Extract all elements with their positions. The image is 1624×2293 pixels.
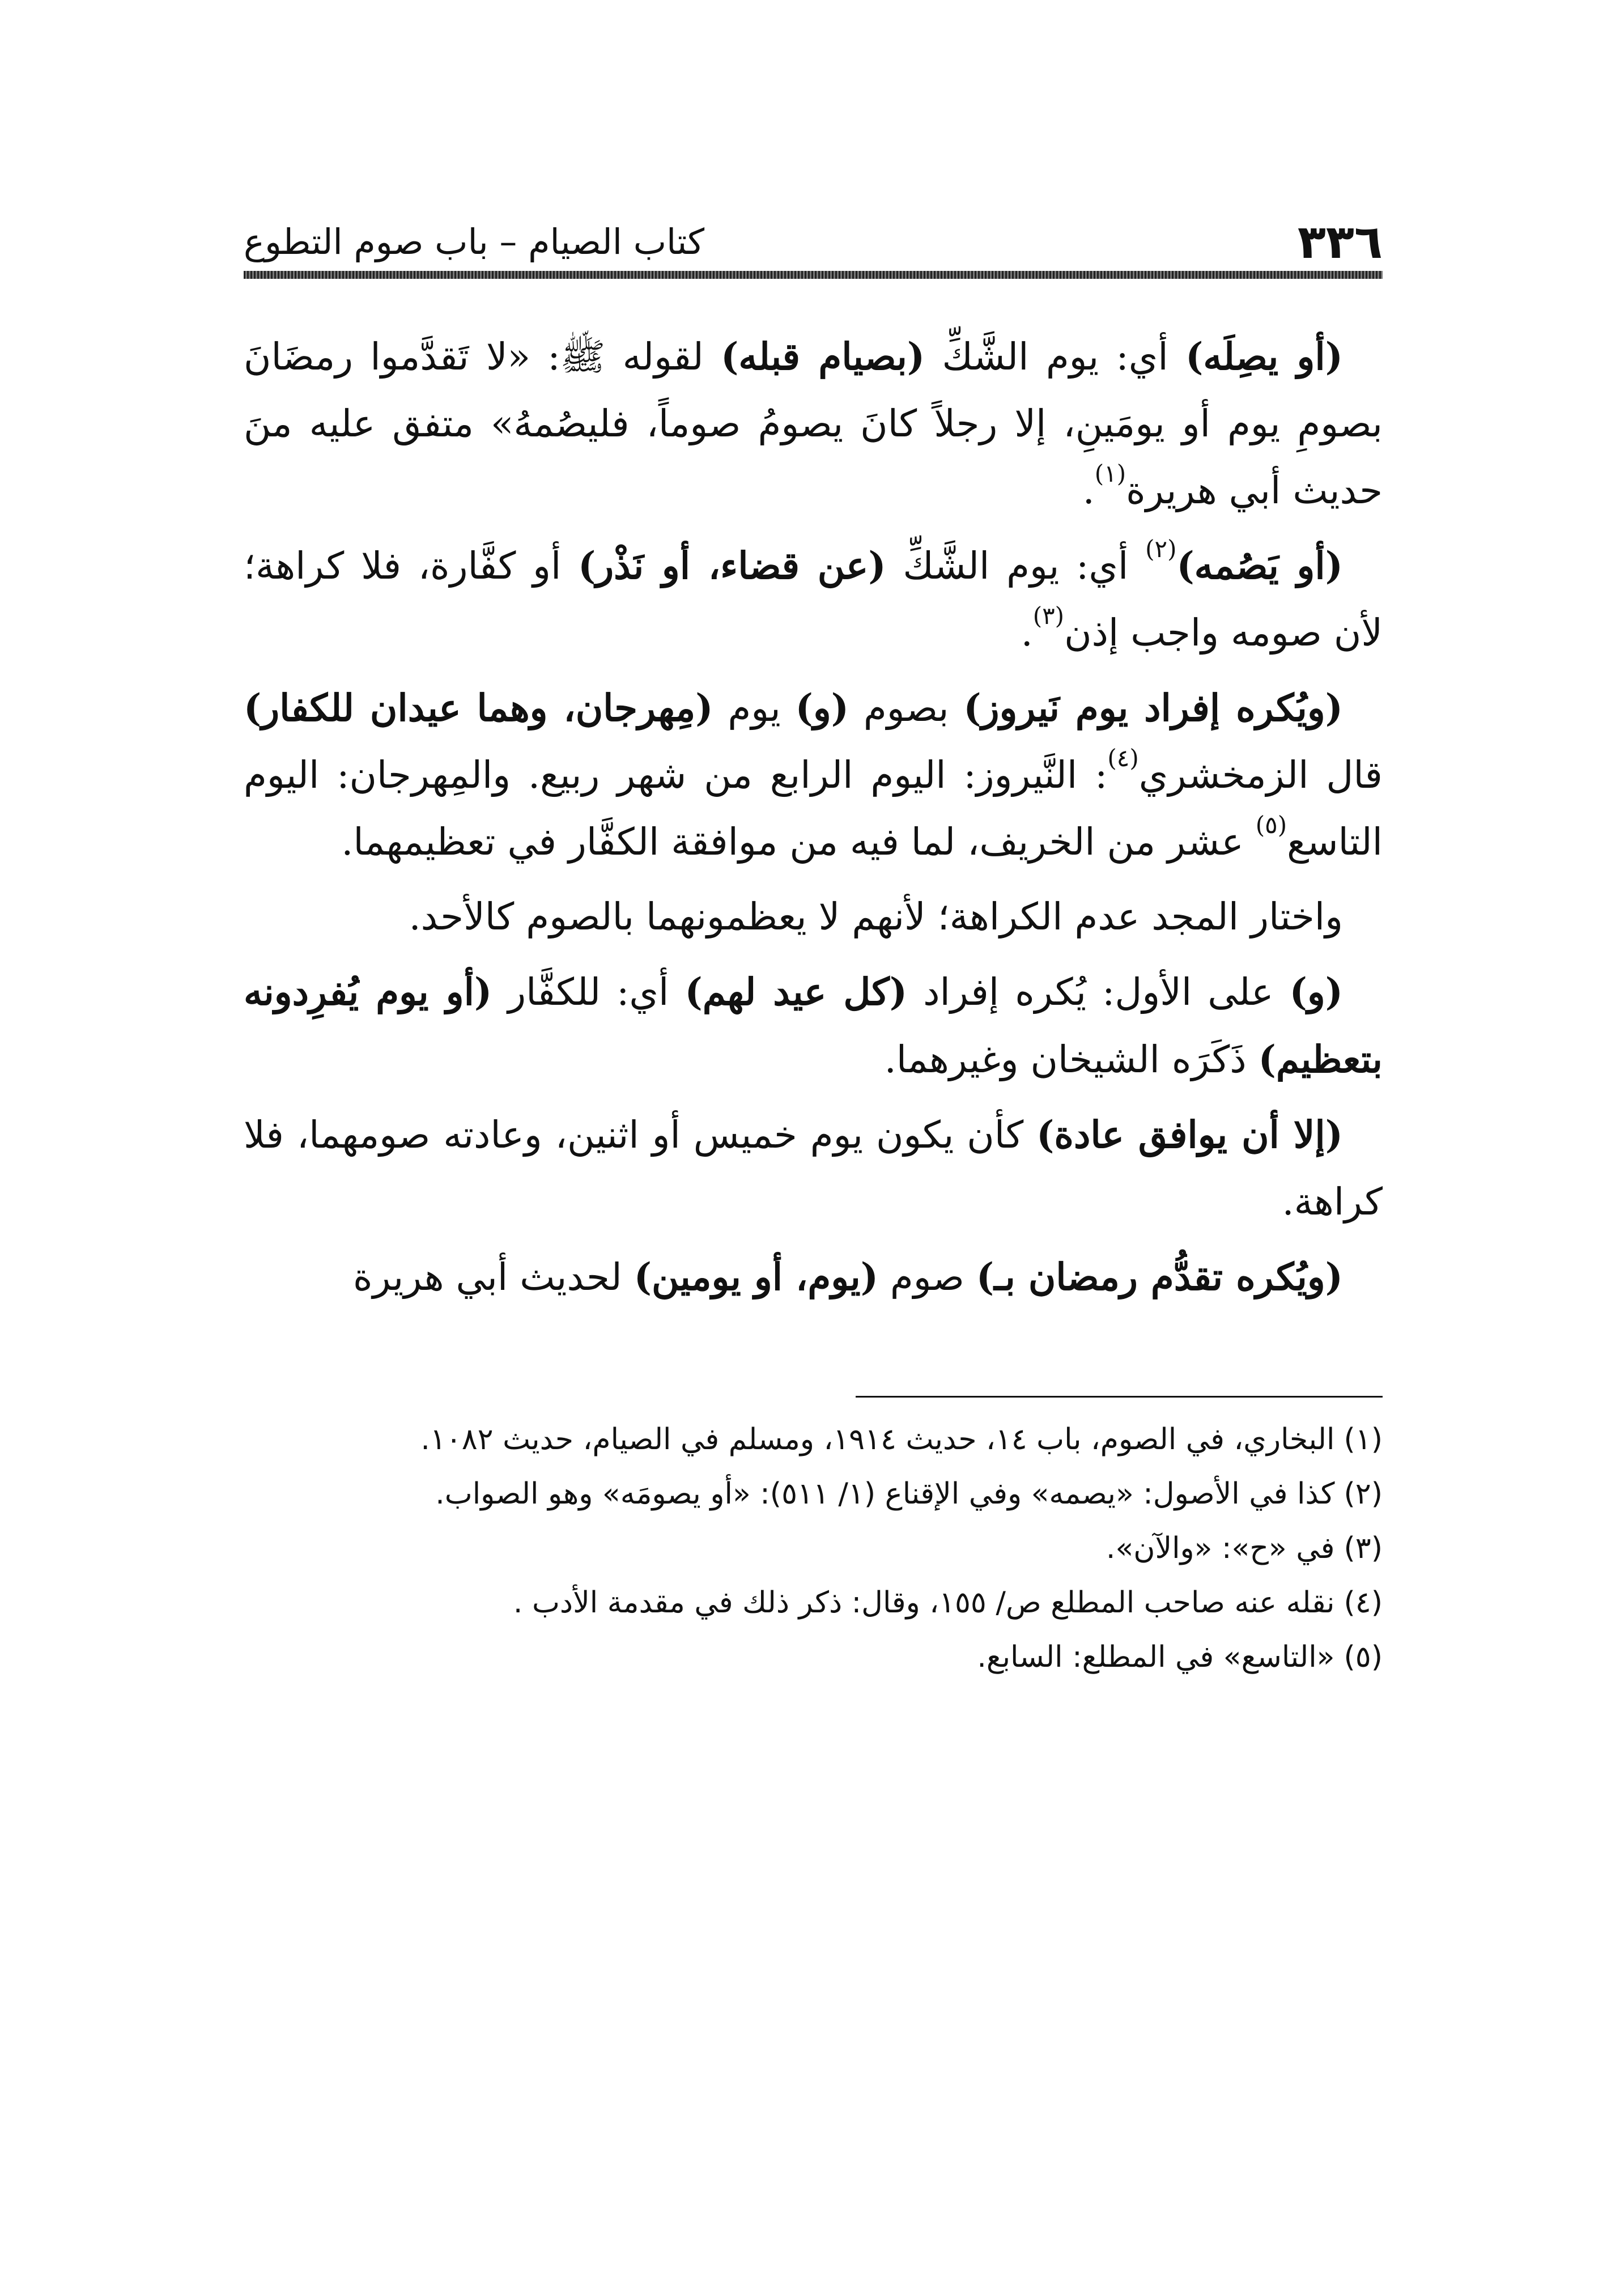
matn-text: (ويُكره تقدُّم رمضان بـ) bbox=[976, 1255, 1343, 1299]
page-number: ٣٣٦ bbox=[1297, 215, 1383, 269]
sharh-text: يوم bbox=[713, 686, 796, 730]
footnote-1 bbox=[244, 1413, 1383, 1466]
sharh-text: كأن يكون يوم خميس أو اثنين، وعادته صومهما، فلا كراهة. bbox=[244, 1113, 1383, 1224]
footnote-number: (٤) bbox=[1344, 1586, 1383, 1620]
footnote-4 bbox=[244, 1577, 1383, 1629]
footnote-number: (٢) bbox=[1344, 1477, 1383, 1511]
footnote-3 bbox=[244, 1522, 1383, 1574]
footnote-separator bbox=[856, 1396, 1383, 1398]
matn-text: (يوم، أو يومين) bbox=[634, 1255, 878, 1299]
matn-text: (أو يصِلَه) bbox=[1185, 334, 1343, 379]
sharh-text: لقوله ﷺ: «لا تَقدَّموا رمضَانَ بصومِ يوم أو يومَينِ، إلا رجلاً كانَ يصومُ صوماً، فليصُمهُ» متفق عليه منَ حديث أبي هريرة bbox=[244, 335, 1383, 512]
paragraph-6 bbox=[244, 1101, 1383, 1235]
sharh-text: بصوم bbox=[848, 686, 964, 730]
matn-text: (و) bbox=[1289, 970, 1343, 1014]
footnote-text: نقله عنه صاحب المطلع ص/ ١٥٥، وقال: ذكر ذلك في مقدمة الأدب . bbox=[513, 1586, 1335, 1620]
paragraph-4 bbox=[244, 884, 1383, 950]
matn-text: (و) bbox=[795, 686, 849, 730]
header-rule bbox=[244, 271, 1383, 279]
page-header bbox=[244, 204, 1383, 283]
book-page bbox=[244, 204, 1383, 1685]
footnote-2 bbox=[244, 1468, 1383, 1520]
sharh-text: عشر من الخريف، لما فيه من موافقة الكفَّار في تعظيمهما. bbox=[341, 820, 1256, 864]
sharh-text: صوم bbox=[878, 1255, 976, 1299]
footnote-number: (٣) bbox=[1344, 1531, 1383, 1565]
matn-text: (بصيام قبله) bbox=[721, 334, 925, 379]
paragraph-7 bbox=[244, 1243, 1383, 1311]
footnote-ref-1[interactable]: (١) bbox=[1094, 460, 1126, 488]
footnote-ref-3[interactable]: (٣) bbox=[1032, 602, 1065, 630]
matn-text: (إلا أن يوافق عادة) bbox=[1036, 1112, 1344, 1157]
footnote-ref-5[interactable]: (٥) bbox=[1255, 811, 1287, 839]
footnote-text: «التاسع» في المطلع: السابع. bbox=[977, 1640, 1335, 1674]
matn-text: (أو يَصُمه) bbox=[1176, 543, 1343, 588]
sharh-text: ذَكَرَه الشيخان وغيرهما. bbox=[884, 1038, 1259, 1081]
sharh-text: . bbox=[1021, 611, 1033, 655]
running-title: كتاب الصيام – باب صوم التطوع bbox=[244, 221, 705, 262]
matn-text: (كل عيد لهم) bbox=[685, 970, 907, 1014]
sharh-text: أو كفَّارة، فلا كراهة؛ لأن صومه واجب إذن bbox=[244, 544, 1383, 655]
footnote-text: في «ح»: «والآن». bbox=[1106, 1531, 1335, 1565]
sharh-text: على الأول: يُكره إفراد bbox=[907, 970, 1290, 1014]
footnotes bbox=[244, 1413, 1383, 1683]
matn-text: (مِهرجان، وهما عيدان للكفار) bbox=[244, 686, 713, 730]
sharh-text: أي: يوم الشَّكِّ bbox=[925, 335, 1186, 379]
matn-text: (أو يوم يُفرِدونه بتعظيم) bbox=[244, 970, 1383, 1081]
main-text bbox=[244, 323, 1383, 1311]
footnote-ref-4[interactable]: (٤) bbox=[1107, 744, 1139, 772]
footnote-number: (١) bbox=[1344, 1422, 1383, 1457]
matn-text: (ويُكره إفراد يوم نَيروز) bbox=[963, 686, 1343, 730]
sharh-text: أي: يوم الشَّكِّ bbox=[886, 544, 1146, 588]
sharh-text: لحديث أبي هريرة bbox=[352, 1255, 634, 1299]
footnote-text: كذا في الأصول: «يصمه» وفي الإقناع (١/ ٥١١): «أو يصومَه» وهو الصواب. bbox=[435, 1477, 1335, 1511]
paragraph-1 bbox=[244, 323, 1383, 524]
paragraph-2 bbox=[244, 532, 1383, 666]
footnote-number: (٥) bbox=[1344, 1640, 1383, 1674]
sharh-text: قال الزمخشري bbox=[1138, 753, 1383, 797]
paragraph-3 bbox=[244, 674, 1383, 876]
footnote-5 bbox=[244, 1631, 1383, 1683]
sharh-text: واختار المجد عدم الكراهة؛ لأنهم لا يعظمونهما بالصوم كالأحد. bbox=[409, 895, 1343, 939]
sharh-text: أي: للكفَّار bbox=[492, 970, 685, 1014]
footnote-ref-2[interactable]: (٢) bbox=[1145, 535, 1177, 563]
sharh-text: : النَّيروز: اليوم الرابع من شهر ربيع. والمِهرجان: اليوم التاسع bbox=[244, 753, 1383, 864]
sharh-text: . bbox=[1082, 469, 1095, 512]
footnote-text: البخاري، في الصوم، باب ١٤، حديث ١٩١٤، ومسلم في الصيام، حديث ١٠٨٢. bbox=[420, 1422, 1335, 1457]
paragraph-5 bbox=[244, 958, 1383, 1093]
matn-text: (عن قضاء، أو نَذْر) bbox=[578, 543, 886, 588]
